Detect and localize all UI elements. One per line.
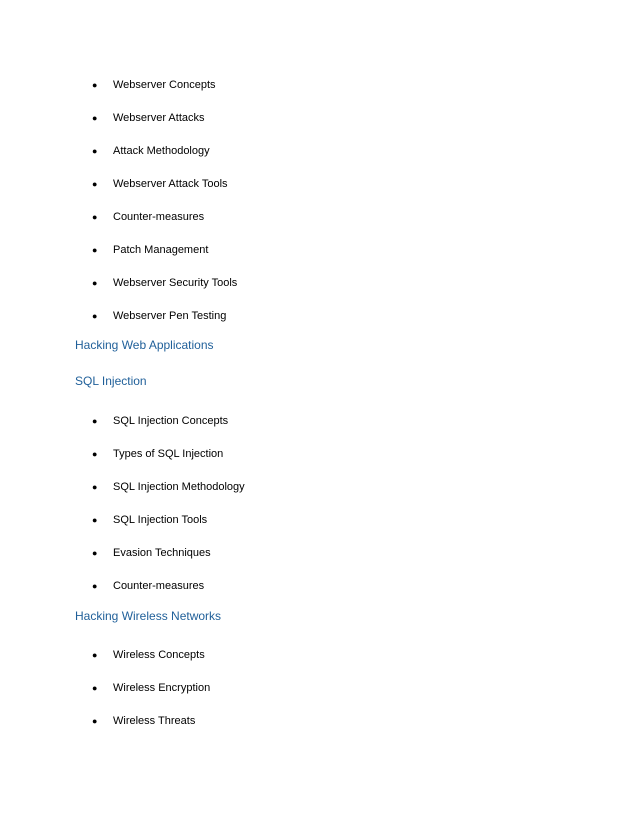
list-item-label: Types of SQL Injection xyxy=(113,448,224,460)
bullet-icon: ● xyxy=(92,146,98,156)
bullet-icon: ● xyxy=(92,179,98,189)
section-heading-wireless-networks: Hacking Wireless Networks xyxy=(75,609,222,623)
bullet-icon: ● xyxy=(92,449,98,459)
list-item-label: Webserver Pen Testing xyxy=(113,310,227,322)
list-item-label: Webserver Attack Tools xyxy=(113,178,228,190)
bullet-icon: ● xyxy=(92,311,98,321)
bullet-icon: ● xyxy=(92,245,98,255)
bullet-icon: ● xyxy=(92,113,98,123)
list-item-label: Webserver Concepts xyxy=(113,79,216,91)
bullet-icon: ● xyxy=(92,482,98,492)
list-item-label: Wireless Concepts xyxy=(113,649,205,661)
list-item-label: Counter-measures xyxy=(113,211,205,223)
bullet-icon: ● xyxy=(92,548,98,558)
bullet-icon: ● xyxy=(92,278,98,288)
bullet-icon: ● xyxy=(92,683,98,693)
bullet-icon: ● xyxy=(92,80,98,90)
bullet-icon: ● xyxy=(92,515,98,525)
list-item-label: SQL Injection Methodology xyxy=(113,481,245,493)
list-item-label: Wireless Encryption xyxy=(113,682,211,694)
list-item-label: SQL Injection Tools xyxy=(113,514,208,526)
list-item-label: Attack Methodology xyxy=(113,145,210,157)
list-item-label: Evasion Techniques xyxy=(113,547,211,559)
bullet-icon: ● xyxy=(92,581,98,591)
section-heading-sql-injection: SQL Injection xyxy=(75,374,147,388)
list-item-label: Webserver Attacks xyxy=(113,112,205,124)
bullet-icon: ● xyxy=(92,650,98,660)
bullet-icon: ● xyxy=(92,416,98,426)
section-heading-web-applications: Hacking Web Applications xyxy=(75,338,214,352)
list-item-label: Webserver Security Tools xyxy=(113,277,238,289)
list-item-label: Wireless Threats xyxy=(113,715,196,727)
list-item-label: SQL Injection Concepts xyxy=(113,415,229,427)
list-item-label: Counter-measures xyxy=(113,580,205,592)
bullet-icon: ● xyxy=(92,716,98,726)
bullet-icon: ● xyxy=(92,212,98,222)
list-item-label: Patch Management xyxy=(113,244,209,256)
